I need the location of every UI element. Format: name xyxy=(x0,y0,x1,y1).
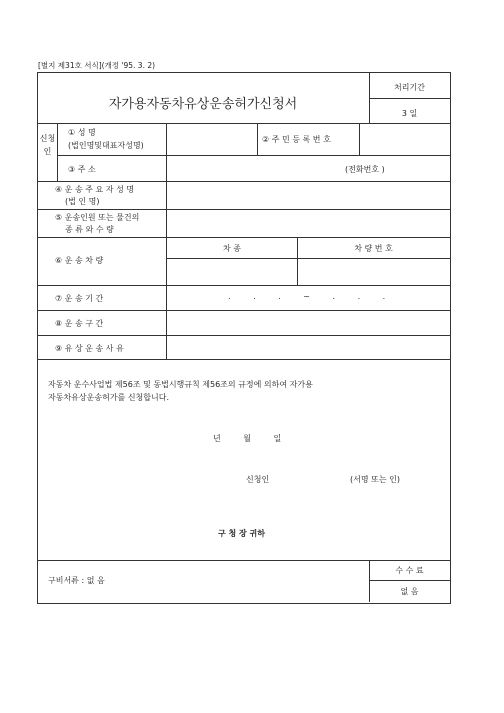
vehicle-number-field[interactable] xyxy=(298,259,449,284)
attachments-note: 구비서류 : 없 음 xyxy=(48,576,105,585)
passenger-field[interactable] xyxy=(167,210,449,236)
name-field[interactable] xyxy=(167,124,256,154)
period-value[interactable]: . . . ~ . . . xyxy=(228,292,396,301)
signature-label: 신청인 xyxy=(246,475,270,484)
fee-label: 수 수 료 xyxy=(395,566,424,575)
reason-label: ⑨ 유 상 운 송 사 유 xyxy=(55,344,124,353)
address-field[interactable] xyxy=(167,156,449,180)
vehicle-type-field[interactable] xyxy=(167,259,296,284)
main-items-sublabel: (법 인 명) xyxy=(65,197,100,206)
addressee: 구 청 장 귀하 xyxy=(218,529,265,538)
main-items-field[interactable] xyxy=(167,182,449,208)
reason-field[interactable] xyxy=(167,336,449,358)
passenger-sublabel: 종 류 와 수 량 xyxy=(65,225,114,234)
vehicle-label: ⑥ 운 송 차 량 xyxy=(55,256,104,265)
date-line: 년 월 일 xyxy=(213,434,282,443)
name-label-sub: (법인명및대표자성명) xyxy=(68,141,144,150)
resident-number-field[interactable] xyxy=(360,124,449,154)
name-label: ① 성 명 xyxy=(68,128,96,137)
period-label: ⑦ 운 송 기 간 xyxy=(55,294,104,303)
fee-value: 없 음 xyxy=(400,587,419,596)
section-field[interactable] xyxy=(167,311,449,334)
main-items-label: ④ 운 송 주 요 자 성 명 xyxy=(55,185,135,194)
signature-hint: (서명 또는 인) xyxy=(350,475,400,484)
statement-line-2: 자동차유상운송허가를 신청합니다. xyxy=(48,393,170,402)
statement-line-1: 자동차 운수사업법 제56조 및 동법시행규칙 제56조의 규정에 의하여 자가용 xyxy=(48,380,313,389)
form-title: 자가용자동차유상운송허가신청서 xyxy=(108,97,298,112)
vehicle-type-header: 차 종 xyxy=(223,244,241,253)
passenger-label: ⑤ 운송인원 또는 물건의 xyxy=(55,213,140,222)
vehicle-number-header: 차 량 번 호 xyxy=(354,244,393,253)
processing-label: 처리기간 xyxy=(394,83,425,92)
form-number-note: [별지 제31호 서식](개정 '95. 3. 2) xyxy=(38,61,156,70)
address-label: ③ 주 소 xyxy=(68,165,96,174)
processing-value: 3 일 xyxy=(401,109,418,118)
section-label: ⑧ 운 송 구 간 xyxy=(55,319,104,328)
resident-number-label: ② 주 민 등 록 번 호 xyxy=(262,135,331,144)
applicant-group-label: 신청인 xyxy=(39,134,56,156)
phone-label: (전화번호 ) xyxy=(345,165,385,174)
